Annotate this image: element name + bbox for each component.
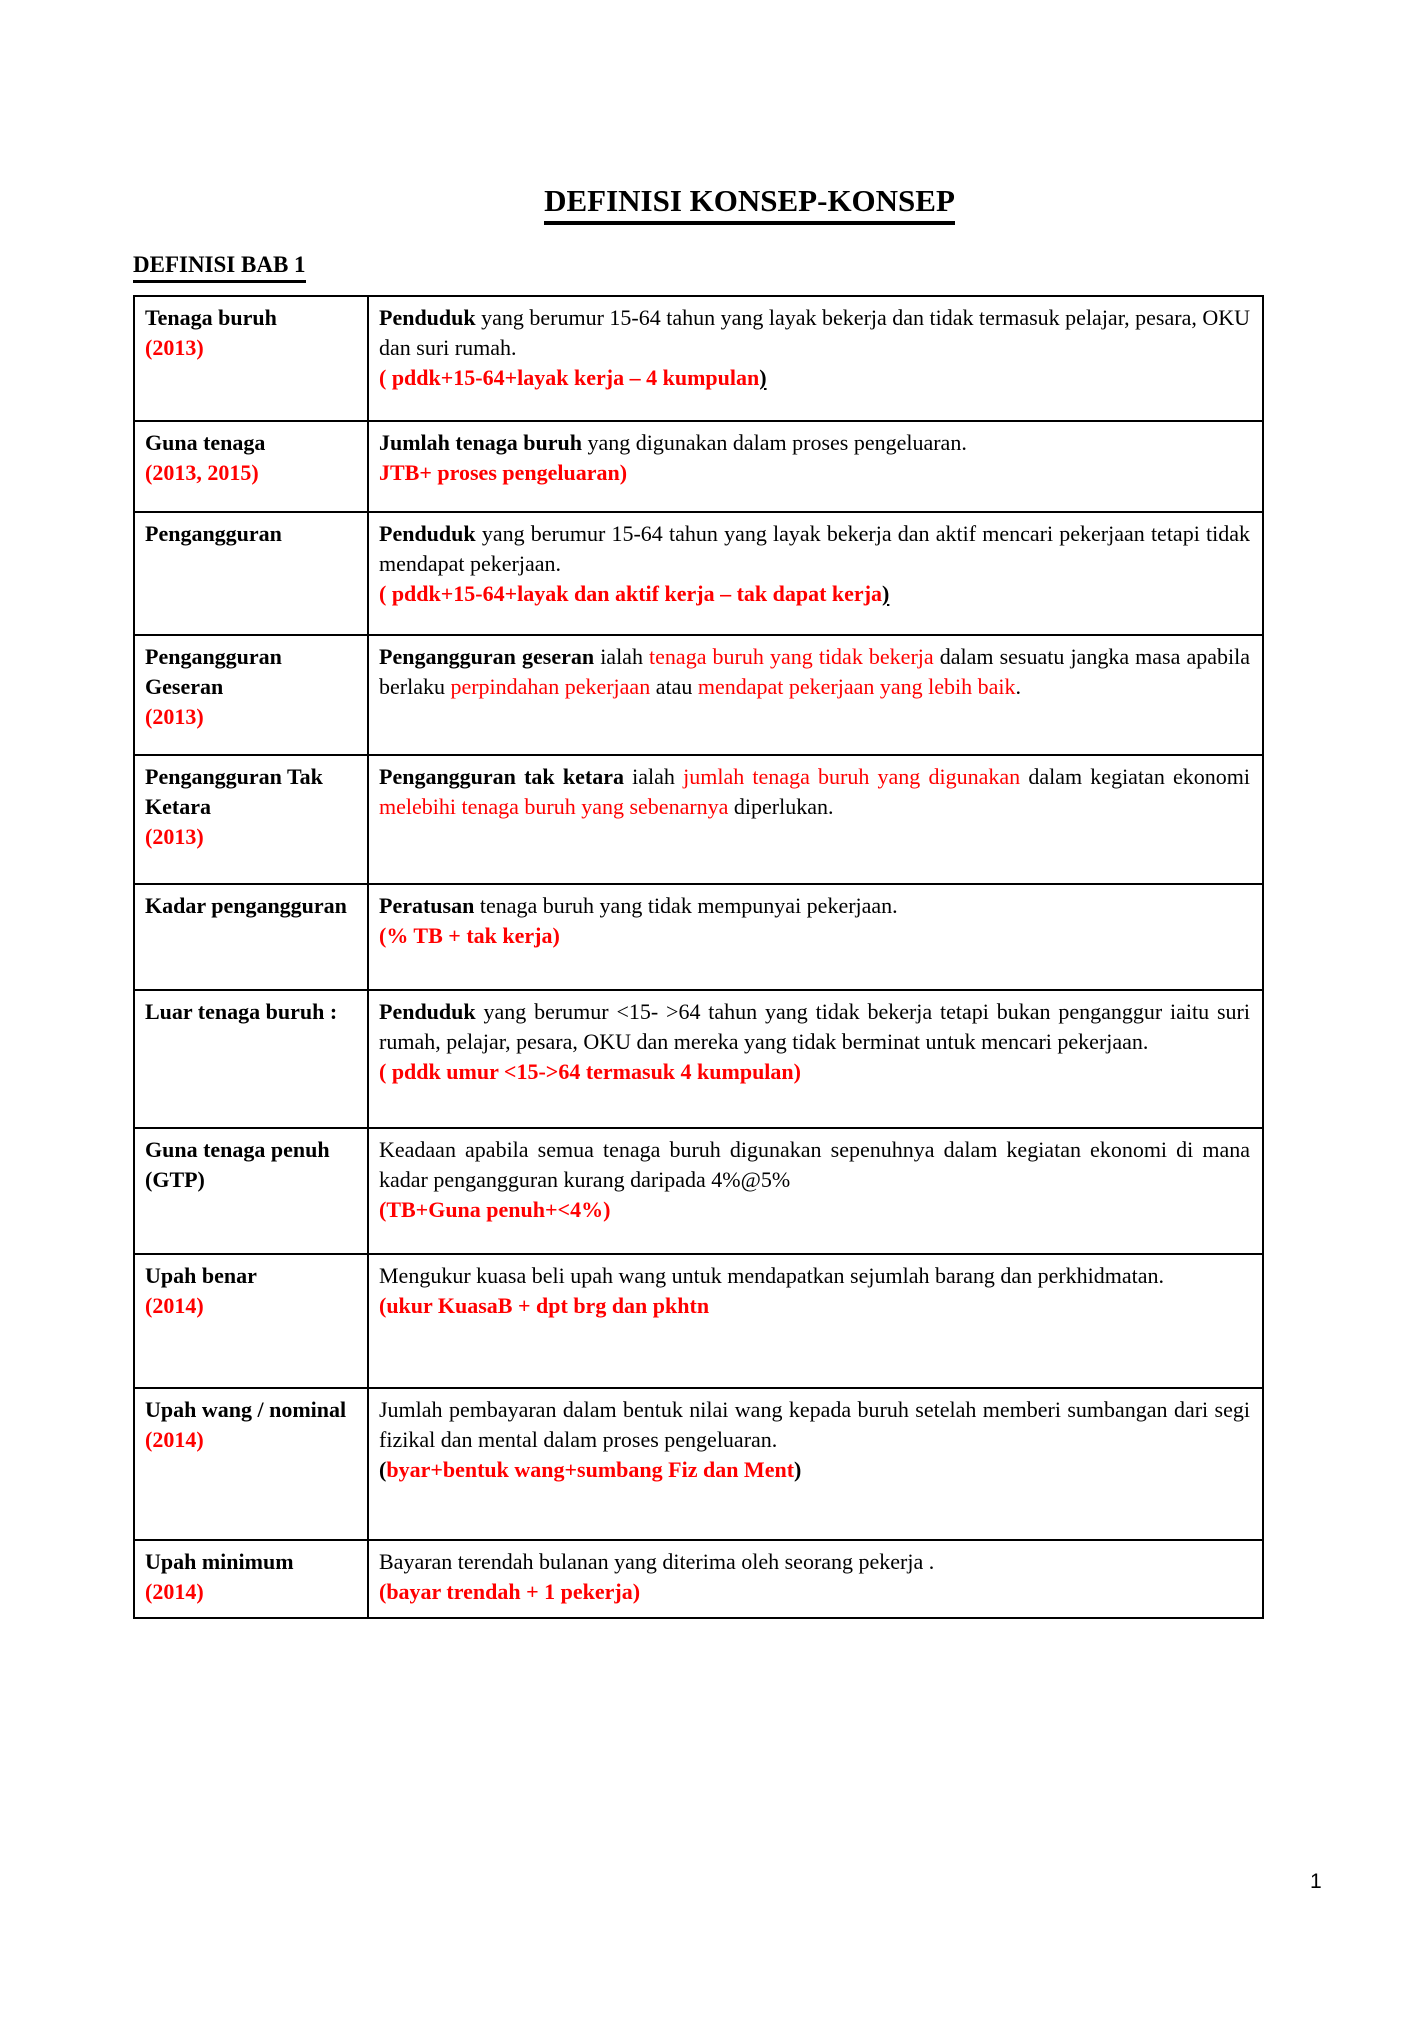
definition-text	[379, 642, 1250, 702]
text-run: Pengangguran Geseran	[145, 644, 282, 699]
definition-cell	[368, 1254, 1263, 1388]
table-row	[134, 755, 1263, 884]
table-row	[134, 990, 1263, 1128]
text-run: Jumlah tenaga buruh	[379, 430, 582, 455]
text-run: ( pddk+15-64+layak dan aktif kerja – tak dapat kerja	[379, 581, 883, 606]
term-line	[145, 1547, 355, 1577]
text-run: Penduduk	[379, 305, 476, 330]
definition-cell	[368, 512, 1263, 635]
text-run: byar+bentuk wang+sumbang Fiz dan Ment	[386, 1457, 795, 1482]
definition-table-body	[134, 296, 1263, 1618]
term-line	[145, 642, 355, 702]
formula-line	[379, 1455, 1250, 1485]
text-run: (bayar trendah + 1 pekerja)	[379, 1579, 641, 1604]
table-row	[134, 1254, 1263, 1388]
text-run: yang berumur 15-64 tahun yang layak bekerja dan aktif mencari pekerjaan tetapi tidak mendapat pekerjaan.	[379, 521, 1250, 576]
text-run: tenaga buruh yang tidak bekerja	[649, 644, 934, 669]
text-run: Kadar pengangguran	[145, 893, 347, 918]
text-run: tenaga buruh yang tidak mempunyai pekerjaan.	[474, 893, 898, 918]
text-run: Keadaan apabila semua tenaga buruh digunakan sepenuhnya dalam kegiatan ekonomi di mana kadar pengangguran kurang daripada 4%@5%	[379, 1137, 1250, 1192]
text-run: (ukur KuasaB + dpt brg dan pkhtn	[379, 1293, 710, 1318]
formula-line	[379, 363, 1250, 393]
term-line	[145, 891, 355, 921]
definition-cell	[368, 296, 1263, 421]
definition-cell	[368, 421, 1263, 512]
text-run: Pengangguran Tak Ketara	[145, 764, 323, 819]
term-cell	[134, 635, 368, 755]
formula-line	[379, 579, 1250, 609]
text-run: atau	[650, 674, 698, 699]
text-run: dalam kegiatan ekonomi	[1020, 764, 1251, 789]
text-run: Guna tenaga penuh	[145, 1137, 330, 1162]
year-line: (GTP)	[145, 1167, 205, 1192]
term-cell	[134, 1388, 368, 1540]
text-run: melebihi tenaga buruh yang sebenarnya	[379, 794, 729, 819]
text-run: )	[794, 1457, 802, 1482]
year-line: (2014)	[145, 1293, 204, 1318]
definition-text	[379, 1261, 1250, 1291]
text-run: (	[379, 1457, 387, 1482]
year-line: (2013)	[145, 335, 204, 360]
definition-text	[379, 891, 1250, 921]
definitions-table	[133, 295, 1264, 1619]
text-run: Guna tenaga	[145, 430, 266, 455]
text-run: mendapat pekerjaan yang lebih baik	[697, 674, 1016, 699]
text-run: ialah	[594, 644, 650, 669]
text-run: Tenaga buruh	[145, 305, 277, 330]
text-run: ( pddk+15-64+layak kerja – 4 kumpulan	[379, 365, 760, 390]
text-run: diperlukan.	[728, 794, 834, 819]
term-cell	[134, 512, 368, 635]
text-run: (TB+Guna penuh+<4%)	[379, 1197, 611, 1222]
text-run: Pengangguran	[145, 521, 282, 546]
definition-cell	[368, 990, 1263, 1128]
term-line	[145, 1261, 355, 1291]
table-row	[134, 635, 1263, 755]
table-row	[134, 296, 1263, 421]
text-run: Jumlah pembayaran dalam bentuk nilai wang kepada buruh setelah memberi sumbangan dari segi fizikal dan mental dalam proses pengeluaran.	[379, 1397, 1250, 1452]
formula-line	[379, 921, 1250, 951]
formula-line	[379, 1577, 1250, 1607]
definition-cell	[368, 884, 1263, 990]
text-run: .	[1015, 674, 1022, 699]
table-row	[134, 1128, 1263, 1254]
text-run: yang digunakan dalam proses pengeluaran.	[581, 430, 967, 455]
term-line	[145, 428, 355, 458]
definition-text	[379, 762, 1250, 822]
definition-cell	[368, 1128, 1263, 1254]
text-run: Peratusan	[379, 893, 475, 918]
text-run: dalam sesuatu jangka masa apabila berlaku	[379, 644, 1250, 699]
year-line: (2013)	[145, 824, 204, 849]
page-title	[133, 0, 1264, 225]
definition-text	[379, 519, 1250, 579]
section-heading-row	[133, 225, 1264, 283]
year-line: (2013, 2015)	[145, 460, 259, 485]
definition-text	[379, 1547, 1250, 1577]
page-content	[133, 0, 1264, 1619]
table-row	[134, 421, 1263, 512]
text-run: )	[882, 581, 890, 606]
term-line	[145, 303, 355, 333]
text-run: Penduduk	[379, 521, 476, 546]
text-run: Upah wang / nominal	[145, 1397, 347, 1422]
text-run: yang berumur 15-64 tahun yang layak bekerja dan tidak termasuk pelajar, pesara, OKU dan suri rumah.	[379, 305, 1250, 360]
term-cell	[134, 1540, 368, 1618]
text-run: Upah minimum	[145, 1549, 294, 1574]
table-row	[134, 884, 1263, 990]
formula-line	[379, 458, 1250, 488]
formula-line	[379, 1291, 1250, 1321]
text-run: (% TB + tak kerja)	[379, 923, 560, 948]
text-run: ( pddk umur <15->64 termasuk 4 kumpulan)	[379, 1059, 801, 1084]
definition-cell	[368, 1388, 1263, 1540]
definition-text	[379, 303, 1250, 363]
term-cell	[134, 884, 368, 990]
text-run: )	[759, 365, 767, 390]
section-heading: DEFINISI BAB 1	[133, 251, 306, 283]
text-run: jumlah tenaga buruh yang digunakan	[683, 764, 1021, 789]
text-run: Pengangguran geseran	[379, 644, 595, 669]
year-line: (2013)	[145, 704, 204, 729]
text-run: Bayaran terendah bulanan yang diterima oleh seorang pekerja .	[379, 1549, 935, 1574]
definition-cell	[368, 755, 1263, 884]
table-row	[134, 1540, 1263, 1618]
term-line	[145, 997, 355, 1027]
formula-line	[379, 1195, 1250, 1225]
year-line: (2014)	[145, 1579, 204, 1604]
table-row	[134, 512, 1263, 635]
term-cell	[134, 296, 368, 421]
text-run: Mengukur kuasa beli upah wang untuk mendapatkan sejumlah barang dan perkhidmatan.	[379, 1263, 1165, 1288]
text-run: :	[324, 999, 338, 1024]
year-line: (2014)	[145, 1427, 204, 1452]
text-run: ialah	[623, 764, 684, 789]
definition-text	[379, 1135, 1250, 1195]
definition-text	[379, 997, 1250, 1057]
definition-text	[379, 428, 1250, 458]
term-line	[145, 1395, 355, 1425]
text-run: JTB+ proses pengeluaran)	[379, 460, 628, 485]
text-run: yang berumur <15- >64 tahun yang tidak bekerja tetapi bukan penganggur iaitu suri rumah, pelajar, pesara, OKU dan mereka yang tidak berminat untuk mencari pekerjaan.	[379, 999, 1250, 1054]
term-cell	[134, 1128, 368, 1254]
term-line	[145, 519, 355, 549]
text-run: perpindahan pekerjaan	[450, 674, 651, 699]
text-run: Luar tenaga buruh	[145, 999, 325, 1024]
text-run: Penduduk	[379, 999, 476, 1024]
term-line	[145, 1135, 355, 1165]
definition-cell	[368, 635, 1263, 755]
term-cell	[134, 1254, 368, 1388]
term-cell	[134, 755, 368, 884]
page-title-text: DEFINISI KONSEP-KONSEP	[544, 183, 955, 225]
page-number: 1	[1310, 1870, 1322, 1893]
text-run: Pengangguran tak ketara	[379, 764, 624, 789]
text-run: Upah benar	[145, 1263, 257, 1288]
term-cell	[134, 990, 368, 1128]
table-row	[134, 1388, 1263, 1540]
term-cell	[134, 421, 368, 512]
definition-cell	[368, 1540, 1263, 1618]
formula-line	[379, 1057, 1250, 1087]
definition-text	[379, 1395, 1250, 1455]
term-line	[145, 762, 355, 822]
